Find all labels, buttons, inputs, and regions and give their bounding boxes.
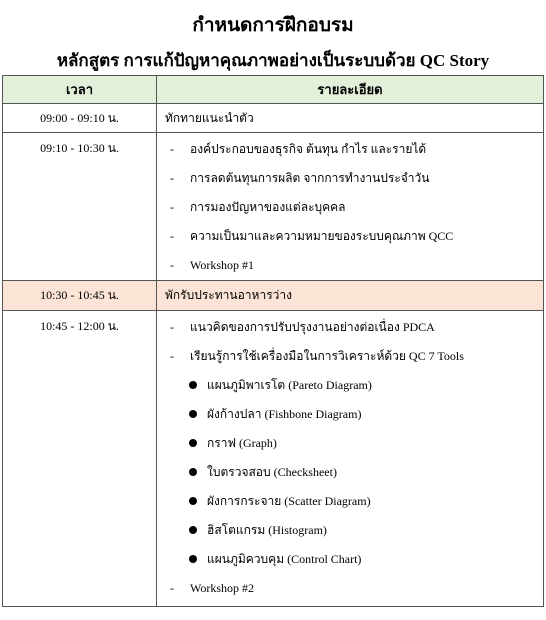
tool-text: กราฟ (Graph): [207, 436, 277, 450]
tool-item: [157, 545, 543, 574]
item-text: การลดต้นทุนการผลิต จากการทำงานประจำวัน: [190, 171, 430, 185]
table-row: [3, 133, 544, 281]
detail-cell: ทักทายแนะนำตัว: [157, 104, 544, 133]
dash-marker: -: [170, 320, 174, 334]
dash-marker: -: [170, 229, 174, 243]
time-cell: 10:30 - 10:45 น.: [3, 281, 157, 311]
tool-text: แผนภูมิพาเรโต (Pareto Diagram): [207, 378, 372, 392]
item-text: Workshop #2: [190, 581, 255, 595]
tool-item: [157, 458, 543, 487]
list-item: [157, 164, 543, 193]
header-details: รายละเอียด: [157, 76, 544, 104]
tool-item: [157, 429, 543, 458]
tool-item: [157, 400, 543, 429]
list-item: [157, 251, 543, 280]
table-row-break: [3, 281, 544, 311]
bullet-icon: [189, 381, 197, 389]
tool-text: ใบตรวจสอบ (Checksheet): [207, 465, 337, 479]
tool-item: [157, 516, 543, 545]
bullet-icon: [189, 555, 197, 563]
item-text: องค์ประกอบของธุรกิจ ต้นทุน กำไร และรายได้: [190, 142, 427, 156]
table-row: [3, 311, 544, 607]
table-row: [3, 104, 544, 133]
item-text: ความเป็นมาและความหมายของระบบคุณภาพ QCC: [190, 229, 454, 243]
time-cell: 09:00 - 09:10 น.: [3, 104, 157, 133]
tool-text: ผังก้างปลา (Fishbone Diagram): [207, 407, 362, 421]
bullet-icon: [189, 526, 197, 534]
dash-marker: -: [170, 581, 174, 595]
bullet-icon: [189, 410, 197, 418]
detail-cell: [157, 311, 544, 607]
bullet-icon: [189, 497, 197, 505]
tool-text: ฮิสโตแกรม (Histogram): [207, 523, 327, 537]
table-header-row: [3, 76, 544, 104]
tool-text: ผังการกระจาย (Scatter Diagram): [207, 494, 371, 508]
time-cell: 10:45 - 12:00 น.: [3, 311, 157, 607]
list-item: [157, 574, 543, 606]
item-text: Workshop #1: [190, 258, 255, 272]
detail-cell: [157, 133, 544, 281]
list-item: [157, 135, 543, 164]
item-text: การมองปัญหาของแต่ละบุคคล: [190, 200, 346, 214]
dash-marker: -: [170, 171, 174, 185]
schedule-table: [2, 75, 544, 607]
list-item: [157, 313, 543, 342]
dash-marker: -: [170, 200, 174, 214]
bullet-icon: [189, 468, 197, 476]
tool-item: [157, 371, 543, 400]
dash-marker: -: [170, 258, 174, 272]
header-time: เวลา: [3, 76, 157, 104]
list-item: [157, 222, 543, 251]
bullet-icon: [189, 439, 197, 447]
course-subtitle: หลักสูตร การแก้ปัญหาคุณภาพอย่างเป็นระบบด้วย QC Story: [56, 51, 490, 70]
list-item: [157, 193, 543, 222]
dash-marker: -: [170, 142, 174, 156]
detail-cell: พักรับประทานอาหารว่าง: [157, 281, 544, 311]
list-item: [157, 342, 543, 371]
dash-marker: -: [170, 349, 174, 363]
time-cell: 09:10 - 10:30 น.: [3, 133, 157, 281]
item-text: แนวคิดของการปรับปรุงงานอย่างต่อเนื่อง PDCA: [190, 320, 435, 334]
item-text: เรียนรู้การใช้เครื่องมือในการวิเคราะห์ด้วย QC 7 Tools: [190, 349, 464, 363]
tool-text: แผนภูมิควบคุม (Control Chart): [207, 552, 362, 566]
tool-item: [157, 487, 543, 516]
document-title: กำหนดการฝึกอบรม: [192, 15, 354, 36]
